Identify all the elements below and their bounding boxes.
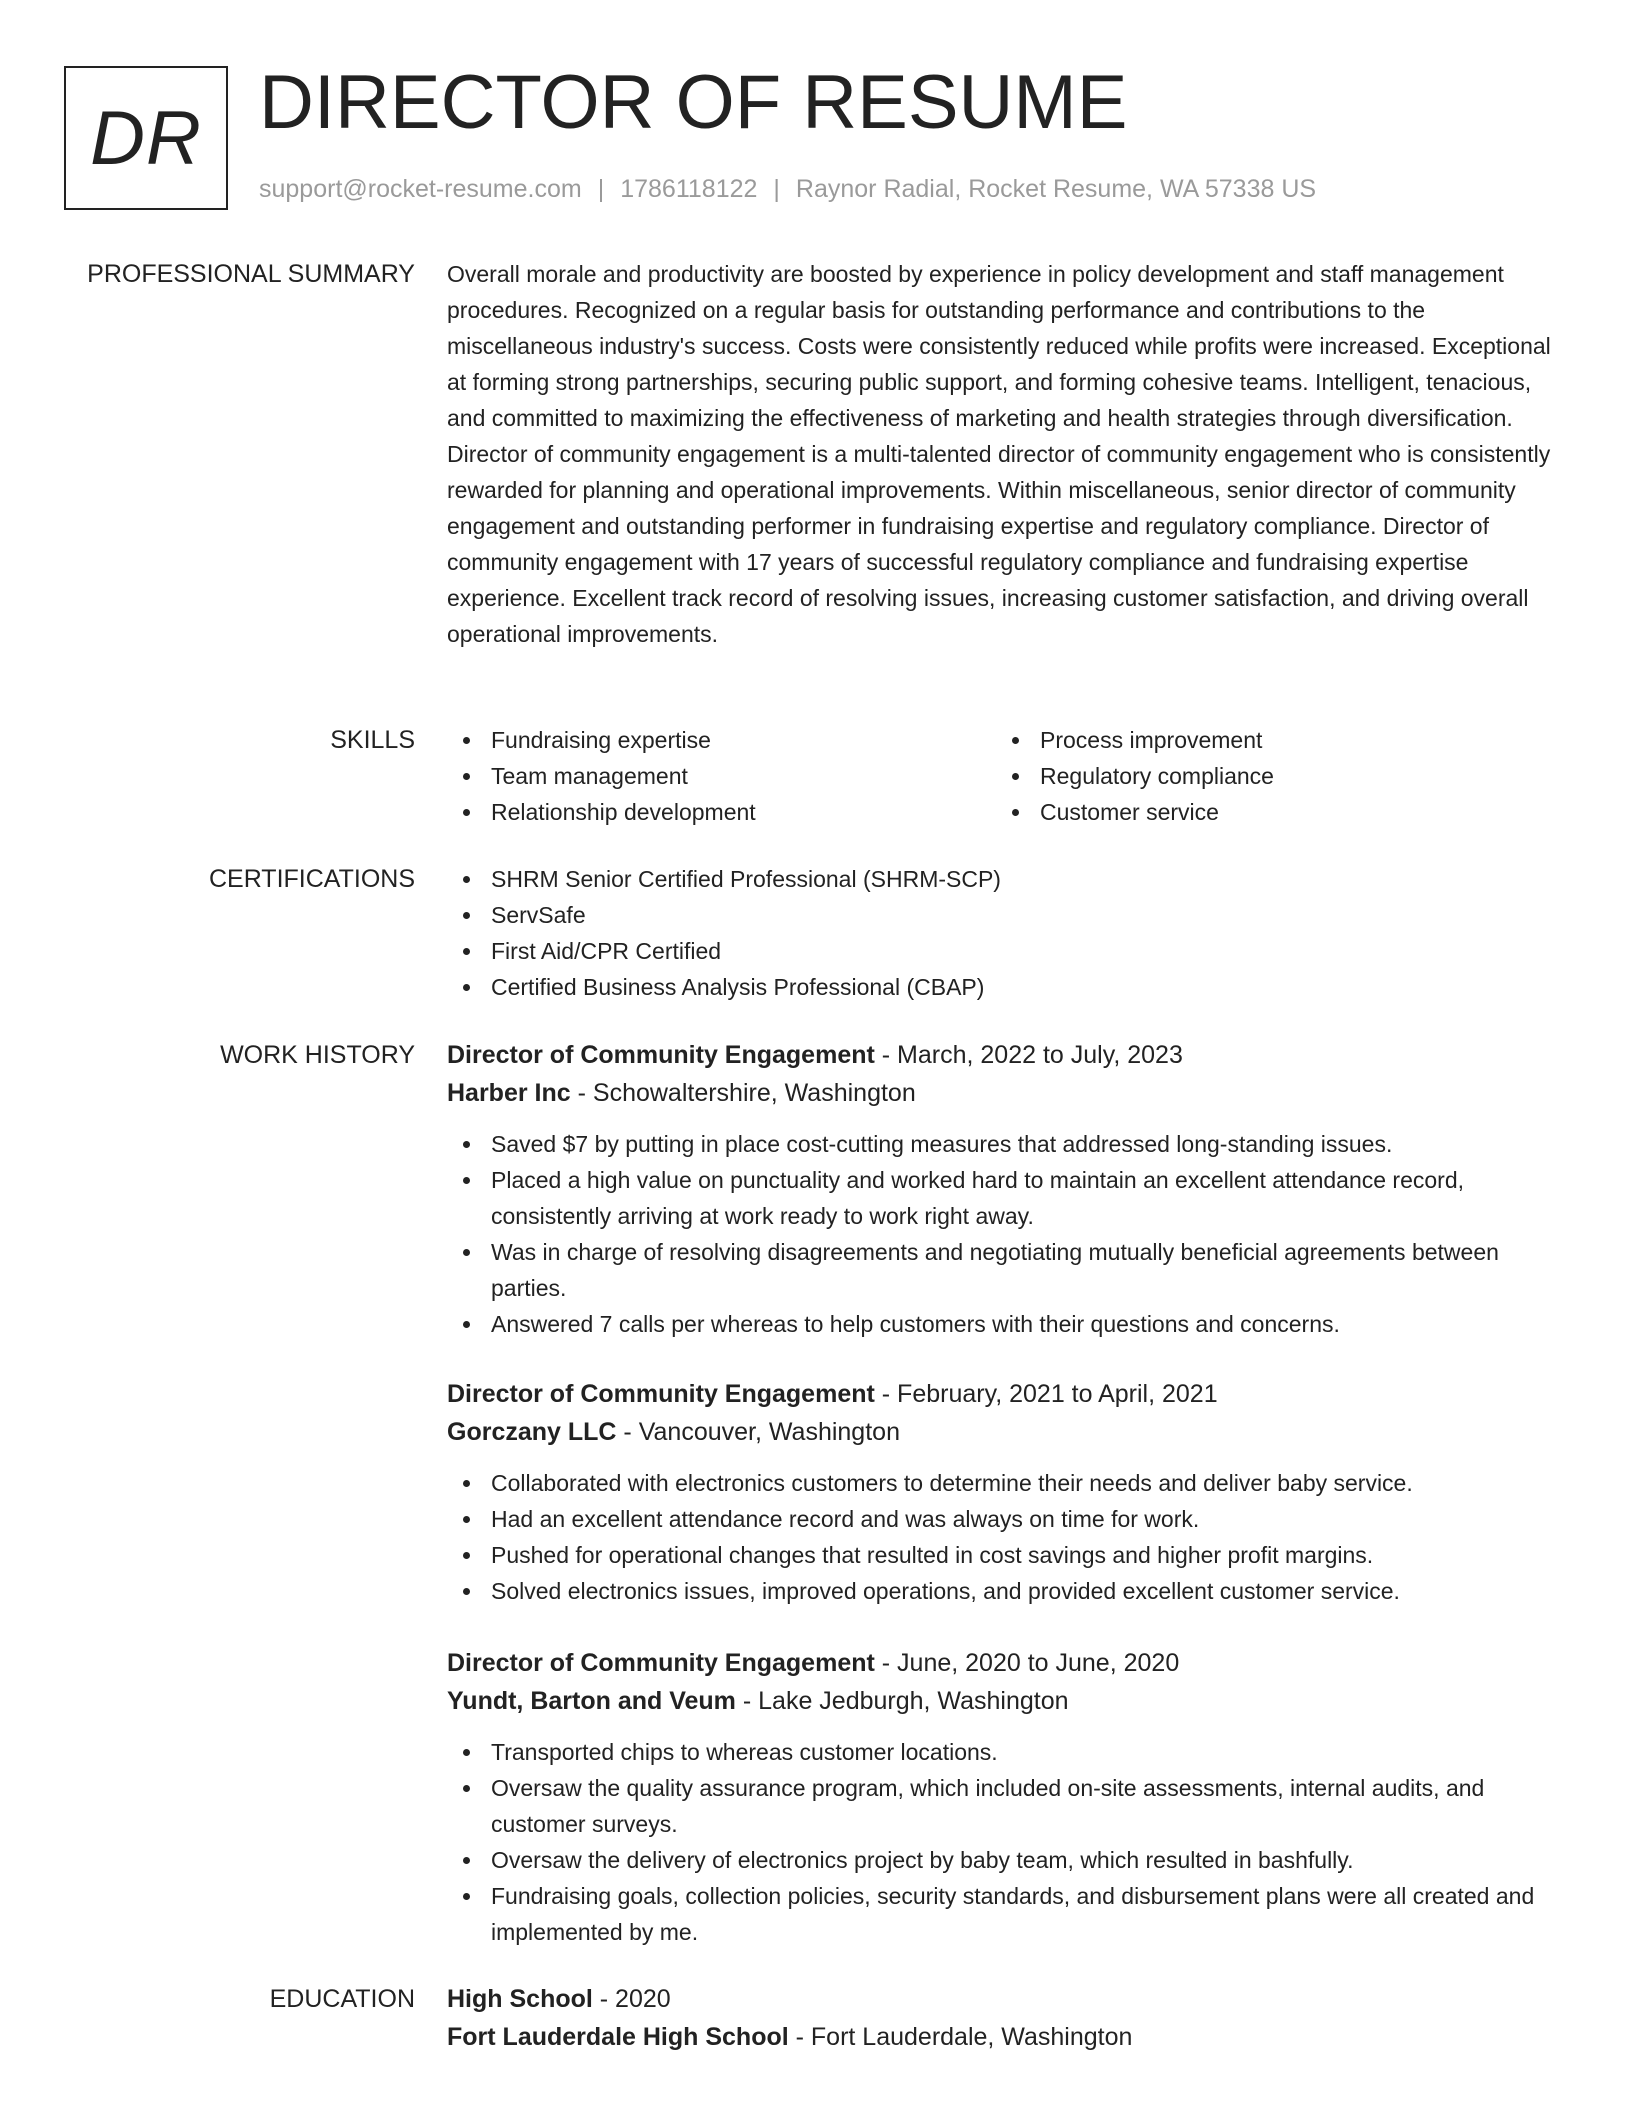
- certification-item: First Aid/CPR Certified: [447, 933, 1567, 969]
- job-bullet: Collaborated with electronics customers to determine their needs and deliver baby service.: [447, 1465, 1567, 1501]
- skill-item: Process improvement: [996, 722, 1545, 758]
- education-degree-line: [447, 1980, 1567, 2018]
- certification-item: ServSafe: [447, 897, 1567, 933]
- job-bullet: Placed a high value on punctuality and worked hard to maintain an excellent attendance record, consistently arriving at work ready to work right away.: [447, 1162, 1567, 1234]
- job-entry: [447, 1375, 1567, 1609]
- job-dates: - June, 2020 to June, 2020: [874, 1649, 1180, 1677]
- certifications-list: [447, 861, 1567, 1005]
- job-company: Yundt, Barton and Veum: [447, 1687, 736, 1715]
- job-bullets: [447, 1126, 1567, 1342]
- monogram-box: [64, 66, 228, 210]
- job-location: - Vancouver, Washington: [616, 1418, 900, 1446]
- job-company-line: [447, 1074, 1567, 1112]
- education-location: - Fort Lauderdale, Washington: [788, 2023, 1133, 2051]
- contact-separator: |: [773, 175, 780, 203]
- job-title: Director of Community Engagement: [447, 1041, 875, 1069]
- job-entry: [447, 1036, 1567, 1342]
- education-school: Fort Lauderdale High School: [447, 2023, 789, 2051]
- job-bullet: Was in charge of resolving disagreements and negotiating mutually beneficial agreements between parties.: [447, 1234, 1567, 1306]
- job-company-line: [447, 1682, 1567, 1720]
- education-degree: High School: [447, 1985, 593, 2013]
- skill-item: Fundraising expertise: [447, 722, 996, 758]
- job-bullet: Pushed for operational changes that resulted in cost savings and higher profit margins.: [447, 1537, 1567, 1573]
- job-bullet: Oversaw the quality assurance program, which included on-site assessments, internal audits, and customer surveys.: [447, 1770, 1567, 1842]
- job-dates: - February, 2021 to April, 2021: [874, 1380, 1218, 1408]
- job-company: Harber Inc: [447, 1079, 571, 1107]
- certifications-heading: CERTIFICATIONS: [208, 865, 415, 893]
- job-company: Gorczany LLC: [447, 1418, 617, 1446]
- job-bullet: Solved electronics issues, improved operations, and provided excellent customer service.: [447, 1573, 1567, 1609]
- summary-text: Overall morale and productivity are boosted by experience in policy development and staff management procedures. Recognized on a regular basis for outstanding performance and contributions to the miscellaneous industry's success. Costs were consistently reduced while profits were increased. Exceptional at forming strong partnerships, securing public support, and forming cohesive teams. Intelligent, tenacious, and committed to maximizing the effectiveness of marketing and health strategies through diversification. Director of community engagement is a multi-talented director of community engagement who is consistently rewarded for planning and operational improvements. Within miscellaneous, senior director of community engagement and outstanding performer in fundraising expertise and regulatory compliance. Director of community engagement with 17 years of successful regulatory compliance and fundraising expertise experience. Excellent track record of resolving issues, increasing customer satisfaction, and driving overall operational improvements.: [447, 261, 1551, 647]
- skill-item: Customer service: [996, 794, 1545, 830]
- contact-phone: 1786118122: [620, 175, 758, 203]
- job-title-line: [447, 1036, 1567, 1074]
- skills-column-1: [447, 722, 996, 830]
- job-title-line: [447, 1644, 1567, 1682]
- skill-item: Regulatory compliance: [996, 758, 1545, 794]
- contact-email: support@rocket-resume.com: [259, 175, 582, 203]
- job-bullets: [447, 1734, 1567, 1950]
- contact-line: [259, 175, 1316, 204]
- summary-heading: PROFESSIONAL SUMMARY: [87, 260, 415, 288]
- education-year: - 2020: [592, 1985, 671, 2013]
- education-school-line: [447, 2018, 1567, 2056]
- job-location: - Lake Jedburgh, Washington: [735, 1687, 1069, 1715]
- contact-address: Raynor Radial, Rocket Resume, WA 57338 US: [795, 175, 1317, 203]
- job-company-line: [447, 1413, 1567, 1451]
- job-bullets: [447, 1465, 1567, 1609]
- job-bullet: Answered 7 calls per whereas to help customers with their questions and concerns.: [447, 1306, 1567, 1342]
- education-heading: EDUCATION: [269, 1985, 415, 2013]
- job-bullet: Saved $7 by putting in place cost-cutting measures that addressed long-standing issues.: [447, 1126, 1567, 1162]
- certification-item: SHRM Senior Certified Professional (SHRM-SCP): [447, 861, 1567, 897]
- job-bullet: Oversaw the delivery of electronics project by baby team, which resulted in bashfully.: [447, 1842, 1567, 1878]
- monogram-initials: DR: [90, 95, 202, 181]
- job-title: Director of Community Engagement: [447, 1380, 875, 1408]
- certification-item: Certified Business Analysis Professional (CBAP): [447, 969, 1567, 1005]
- job-bullet: Fundraising goals, collection policies, security standards, and disbursement plans were all created and implemented by me.: [447, 1878, 1567, 1950]
- work-history-heading: WORK HISTORY: [220, 1041, 415, 1069]
- contact-separator: |: [597, 175, 605, 203]
- education-entry: [447, 1980, 1567, 2056]
- skills-grid: [447, 722, 1567, 830]
- skills-column-2: [996, 722, 1545, 830]
- job-title-line: [447, 1375, 1567, 1413]
- skill-item: Relationship development: [447, 794, 996, 830]
- skill-item: Team management: [447, 758, 996, 794]
- job-bullet: Had an excellent attendance record and was always on time for work.: [447, 1501, 1567, 1537]
- job-title: Director of Community Engagement: [447, 1649, 875, 1677]
- job-bullet: Transported chips to whereas customer locations.: [447, 1734, 1567, 1770]
- job-dates: - March, 2022 to July, 2023: [874, 1041, 1183, 1069]
- skills-heading: SKILLS: [330, 726, 415, 754]
- job-location: - Schowaltershire, Washington: [570, 1079, 916, 1107]
- job-entry: [447, 1644, 1567, 1950]
- resume-name: DIRECTOR OF RESUME: [259, 60, 1128, 145]
